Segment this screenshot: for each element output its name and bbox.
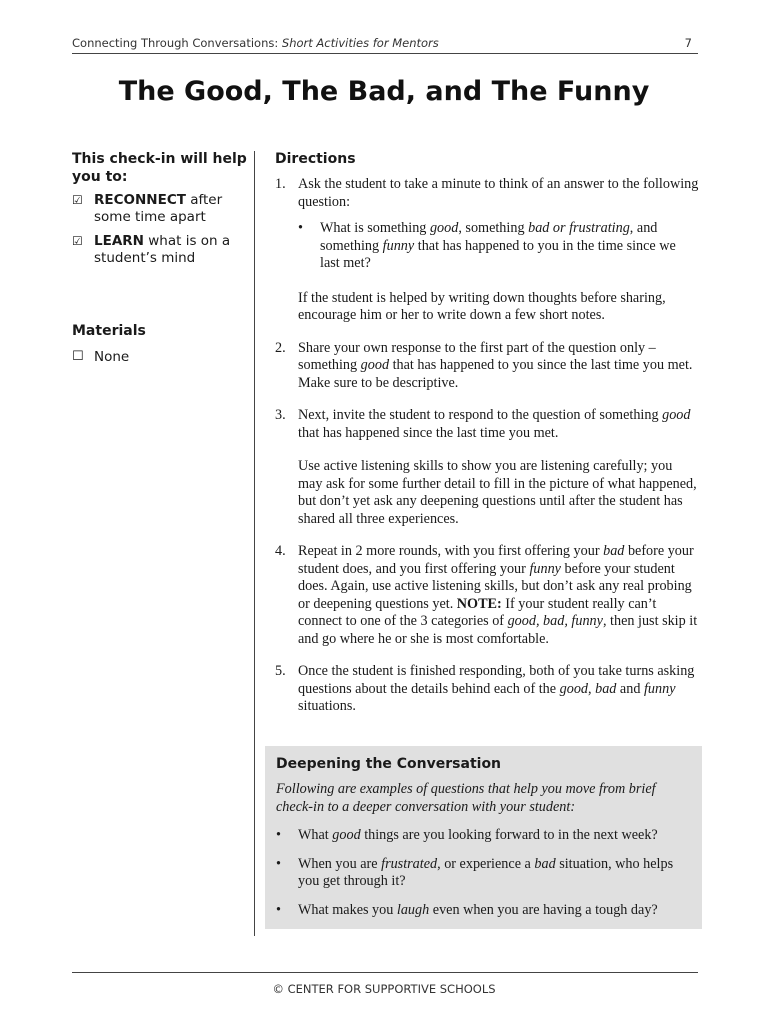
deepening-question: • What good things are you looking forward to in the next week?	[276, 827, 658, 843]
bullet-icon: •	[298, 220, 303, 236]
step-5: 5. Once the student is finished responding, both of you take turns asking questions about the details behind each of the good, bad and funny situations.	[275, 663, 695, 714]
deepening-heading: Deepening the Conversation	[276, 756, 502, 772]
page-number: 7	[684, 36, 692, 50]
step-2: 2. Share your own response to the first part of the question only – something good that has happened to you since the last time you met. Make sure to be descriptive.	[275, 339, 693, 391]
bullet-icon: •	[276, 827, 281, 843]
check-item-learn: ☑ LEARN what is on a student’s mind	[72, 233, 231, 266]
bullet-icon: •	[276, 901, 281, 918]
materials-heading: Materials	[72, 323, 146, 339]
step-4: 4. Repeat in 2 more rounds, with you first offering your bad before your student does, and you first offering your funny before your student does. Again, use active listening skills, but don’t ask any real probing or deepening questions yet. NOTE: If your student really can’t connect to one of the 3 categories of good, bad, funny, then just skip it and go where he or she is most comfortable.	[275, 543, 698, 647]
header-title: Connecting Through Conversations: Short Activities for Mentors	[72, 36, 439, 50]
bullet-icon: •	[276, 855, 281, 872]
deepening-box	[265, 746, 702, 929]
column-divider	[254, 151, 255, 936]
footer-copyright: © CENTER FOR SUPPORTIVE SCHOOLS	[272, 982, 496, 996]
note-label: NOTE:	[456, 595, 502, 612]
step-3: 3. Next, invite the student to respond to the question of something good that has happened since the last time you met. Use active listening skills to show you are listening carefully; you may ask for some further detail to fill in the picture of what happened, but don’t yet ask any deepening questions until after the student has shared all three experiences.	[275, 407, 697, 527]
sub-question: • What is something good, something bad or frustrating, and something funny that has happened to you in the time since we last met?	[298, 220, 676, 271]
directions-section	[275, 151, 699, 716]
help-heading: This check-in will help you to:	[72, 151, 247, 185]
check-item-reconnect: ☑ RECONNECT after some time apart	[72, 192, 223, 225]
materials-item: ☐ None	[72, 349, 130, 365]
deepening-intro: Following are examples of questions that help you move from brief check-in to a deeper conversation with your student:	[276, 781, 656, 815]
deepening-question: • When you are frustrated, or experience a bad situation, who helps you get through it?	[276, 855, 674, 889]
running-header	[72, 35, 698, 54]
sidebar	[72, 150, 248, 366]
directions-heading: Directions	[275, 151, 356, 167]
page-title: The Good, The Bad, and The Funny	[118, 76, 650, 107]
step-1: 1. Ask the student to take a minute to think of an answer to the following question: • What is something good, something bad or frustrating, and something funny that has happened to you in the time since we last met? If the student is helped by writing down thoughts before sharing, encourage him or her to write down a few short notes.	[275, 176, 699, 323]
footer-divider	[72, 972, 698, 973]
deepening-question: • What makes you laugh even when you are having a tough day?	[276, 901, 658, 918]
checked-box-icon: ☑	[72, 234, 83, 248]
checked-box-icon: ☑	[72, 193, 83, 207]
empty-box-icon: ☐	[72, 349, 84, 364]
